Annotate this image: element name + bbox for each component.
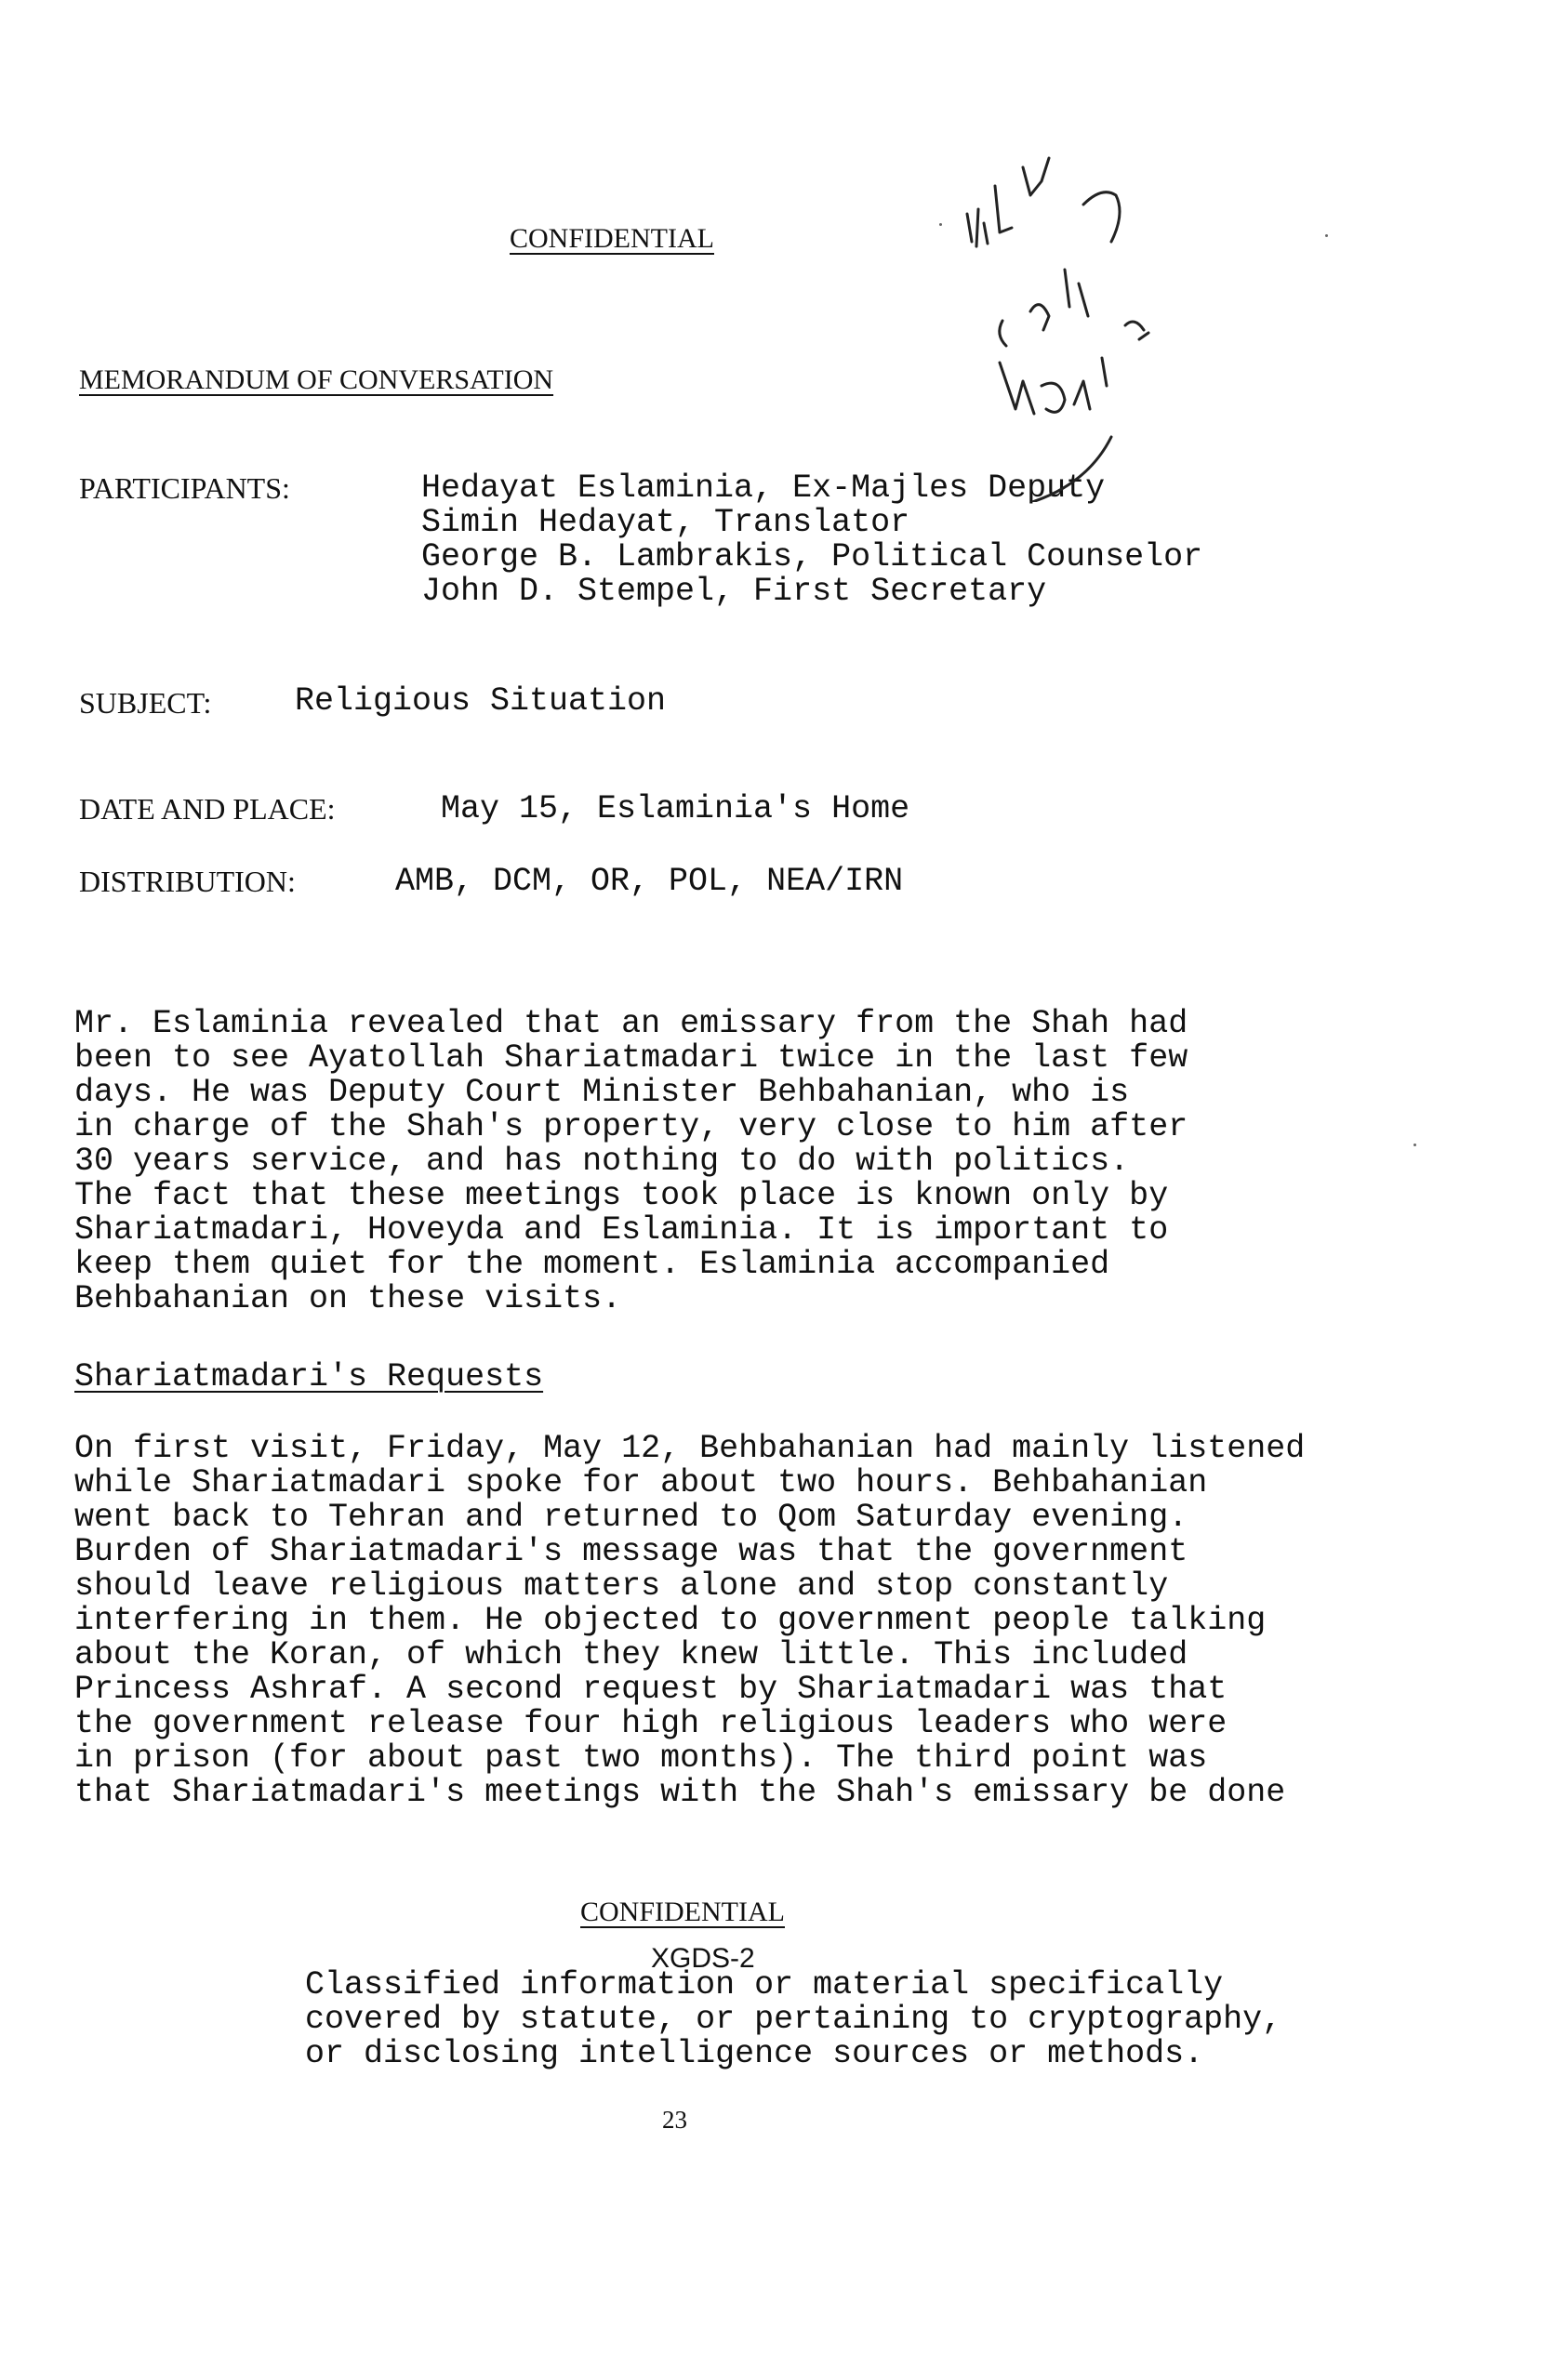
page-number: 23 (662, 2106, 687, 2134)
paragraph-line: been to see Ayatollah Shariatmadari twice in the last few (74, 1039, 1188, 1077)
body-paragraph-1 (74, 1007, 1188, 1316)
distribution-label: DISTRIBUTION: (79, 865, 296, 898)
paragraph-line: about the Koran, of which they knew little. This included (74, 1636, 1188, 1673)
paragraph-line: Burden of Shariatmadari's message was that the government (74, 1533, 1188, 1570)
participants-label: PARTICIPANTS: (79, 471, 290, 505)
body-paragraph-2 (74, 1432, 1305, 1810)
paragraph-line: Shariatmadari, Hoveyda and Eslaminia. It is important to (74, 1211, 1169, 1249)
paragraph-line: days. He was Deputy Court Minister Behbahanian, who is (74, 1074, 1130, 1111)
section-heading: Shariatmadari's Requests (74, 1358, 544, 1395)
participant-4: John D. Stempel, First Secretary (421, 573, 1047, 610)
paragraph-line: while Shariatmadari spoke for about two hours. Behbahanian (74, 1464, 1208, 1501)
date-place-label: DATE AND PLACE: (79, 792, 336, 826)
paragraph-line: keep them quiet for the moment. Eslaminia accompanied (74, 1246, 1110, 1283)
declassification-code: XGDS-2 (651, 1943, 755, 1974)
distribution-value: AMB, DCM, OR, POL, NEA/IRN (395, 863, 904, 900)
participant-2: Simin Hedayat, Translator (421, 504, 910, 541)
subject-value: Religious Situation (295, 682, 667, 720)
classification-header: CONFIDENTIAL (510, 223, 714, 254)
paragraph-line: that Shariatmadari's meetings with the Shah's emissary be done (74, 1774, 1286, 1811)
paragraph-line: the government release four high religious leaders who were (74, 1705, 1228, 1742)
paragraph-line: in prison (for about past two months). The third point was (74, 1739, 1208, 1777)
note-line: or disclosing intelligence sources or methods. (305, 2035, 1204, 2072)
subject-label: SUBJECT: (79, 686, 212, 720)
participant-1: Hedayat Eslaminia, Ex-Majles Deputy (421, 469, 1106, 507)
date-place-value: May 15, Eslaminia's Home (441, 790, 910, 827)
scan-speck (1325, 234, 1328, 237)
paragraph-line: should leave religious matters alone and stop constantly (74, 1567, 1169, 1605)
scan-speck (1413, 1144, 1416, 1146)
paragraph-line: in charge of the Shah's property, very close to him after (74, 1108, 1188, 1145)
paragraph-line: 30 years service, and has nothing to do with politics. (74, 1143, 1130, 1180)
memo-title: MEMORANDUM OF CONVERSATION (79, 364, 554, 395)
note-line: Classified information or material specifically (305, 1966, 1224, 2003)
classification-note (305, 1968, 1281, 2071)
paragraph-line: Mr. Eslaminia revealed that an emissary from the Shah had (74, 1005, 1188, 1042)
paragraph-line: Princess Ashraf. A second request by Shariatmadari was that (74, 1671, 1228, 1708)
paragraph-line: Behbahanian on these visits. (74, 1280, 622, 1317)
paragraph-line: On first visit, Friday, May 12, Behbahanian had mainly listened (74, 1430, 1306, 1467)
paragraph-line: interfering in them. He objected to government people talking (74, 1602, 1267, 1639)
classification-footer: CONFIDENTIAL (580, 1897, 785, 1927)
note-line: covered by statute, or pertaining to cryptography, (305, 2001, 1282, 2038)
participant-3: George B. Lambrakis, Political Counselor (421, 538, 1203, 575)
handwritten-annotation (930, 130, 1320, 502)
scan-speck (939, 223, 942, 226)
paragraph-line: went back to Tehran and returned to Qom Saturday evening. (74, 1499, 1188, 1536)
paragraph-line: The fact that these meetings took place is known only by (74, 1177, 1169, 1214)
